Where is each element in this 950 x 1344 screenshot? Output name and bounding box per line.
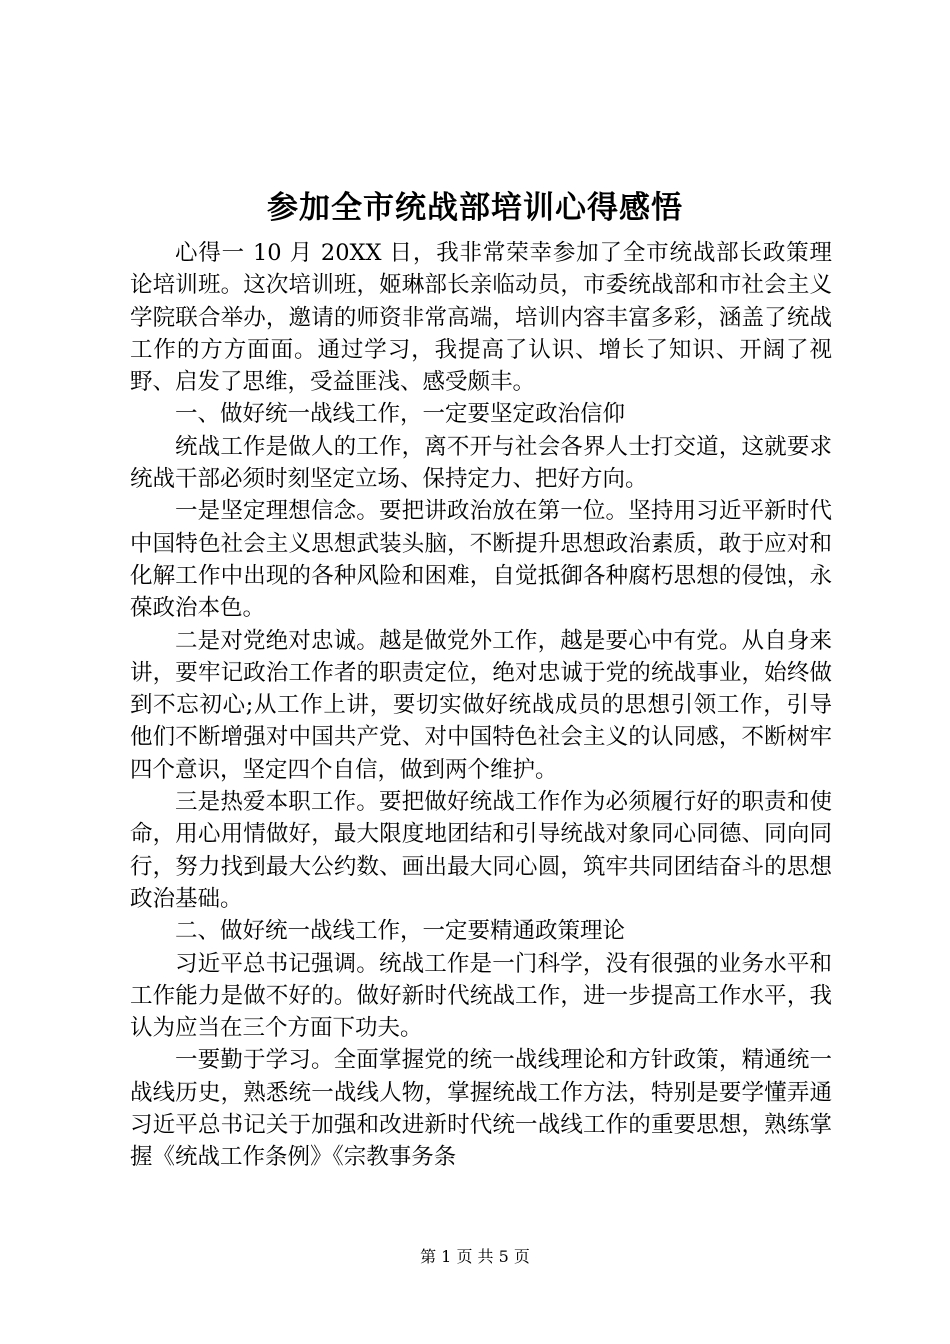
paragraph: 一是坚定理想信念。要把讲政治放在第一位。坚持用习近平新时代中国特色社会主义思想武装头脑，不断提升思想政治素质，敢于应对和化解工作中出现的各种风险和困难，自觉抵御各种腐朽思想的侵蚀，永葆政治本色。 xyxy=(130,498,832,622)
paragraph: 一要勤于学习。全面掌握党的统一战线理论和方针政策，精通统一战线历史，熟悉统一战线人物，掌握统战工作方法，特别是要学懂弄通习近平总书记关于加强和改进新时代统一战线工作的重要思想，熟练掌握《统战工作条例》《宗教事务条 xyxy=(130,1047,832,1171)
section-heading-2: 二、做好统一战线工作，一定要精通政策理论 xyxy=(175,918,626,945)
section-heading-1: 一、做好统一战线工作，一定要坚定政治信仰 xyxy=(175,401,626,428)
paragraph-intro: 心得一 10 月 20XX 日，我非常荣幸参加了全市统战部长政策理论培训班。这次培训班，姬琳部长亲临动员，市委统战部和市社会主义学院联合举办，邀请的师资非常高端，培训内容丰富多彩，涵盖了统战工作的方方面面。通过学习，我提高了认识、增长了知识、开阔了视野、启发了思维，受益匪浅、感受颇丰。 xyxy=(130,240,832,396)
document-body xyxy=(130,237,832,1174)
paragraph: 习近平总书记强调。统战工作是一门科学，没有很强的业务水平和工作能力是做不好的。做好新时代统战工作，进一步提高工作水平，我认为应当在三个方面下功夫。 xyxy=(130,950,832,1042)
paragraph: 三是热爱本职工作。要把做好统战工作作为必须履行好的职责和使命，用心用情做好，最大限度地团结和引导统战对象同心同德、同向同行，努力找到最大公约数、画出最大同心圆，筑牢共同团结奋斗的思想政治基础。 xyxy=(130,789,832,912)
page-number-footer: 第 1 页 共 5 页 xyxy=(420,1247,530,1266)
document-title: 参加全市统战部培训心得感悟 xyxy=(267,190,683,226)
paragraph: 二是对党绝对忠诚。越是做党外工作，越是要心中有党。从自身来讲，要牢记政治工作者的职责定位，绝对忠诚于党的统战事业，始终做到不忘初心;从工作上讲，要切实做好统战成员的思想引领工作，引导他们不断增强对中国共产党、对中国特色社会主义的认同感，不断树牢四个意识，坚定四个自信，做到两个维护。 xyxy=(130,627,832,783)
paragraph: 统战工作是做人的工作，离不开与社会各界人士打交道，这就要求统战干部必须时刻坚定立场、保持定力、把好方向。 xyxy=(130,433,832,493)
